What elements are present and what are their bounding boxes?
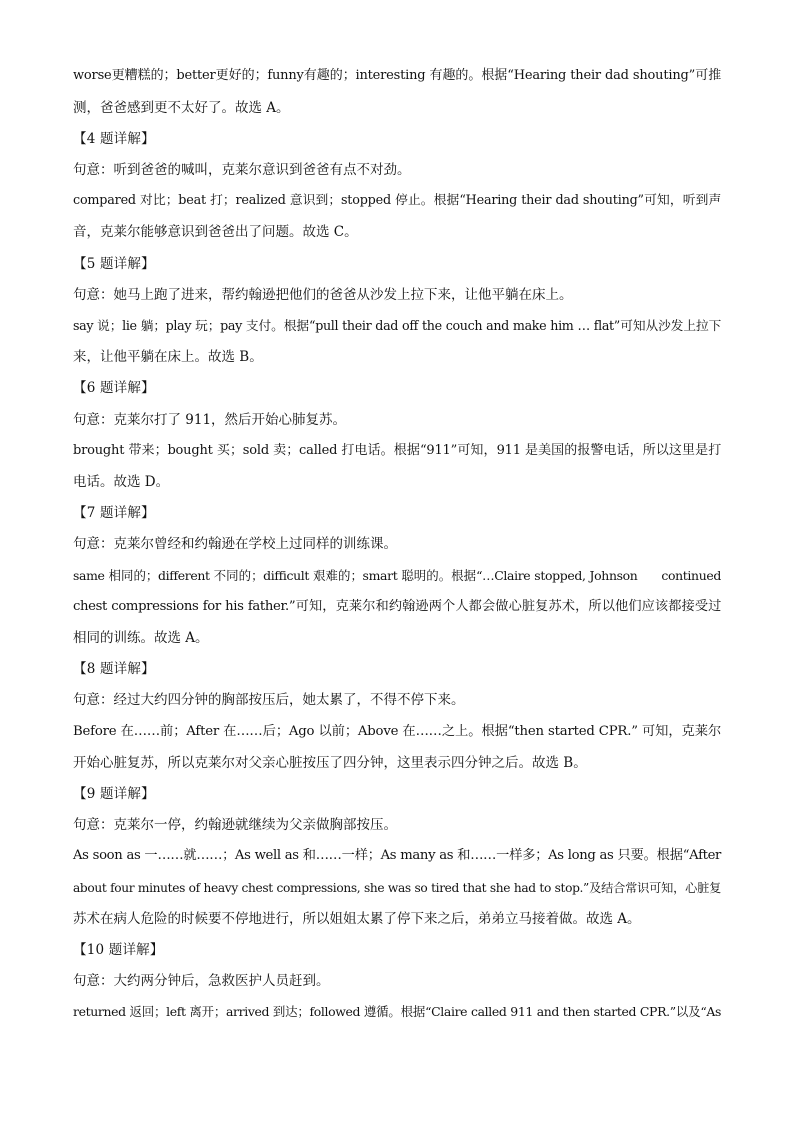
section-heading: 【7 题详解】	[73, 505, 155, 521]
sentence-meaning: 句意：听到爸爸的喊叫，克莱尔意识到爸爸有点不对劲。	[73, 162, 411, 178]
section-heading: 【10 题详解】	[73, 942, 164, 958]
section-heading: 【4 题详解】	[73, 131, 155, 147]
section-heading: 【9 题详解】	[73, 786, 155, 802]
paragraph-line: 电话。故选 D。	[73, 474, 170, 490]
paragraph-line: say 说；lie 躺；play 玩；pay 支付。根据“pull their dad off the couch and make him … flat”可知从沙发上拉下	[73, 318, 721, 333]
paragraph-line: 苏术在病人危险的时候要不停地进行，所以姐姐太累了停下来之后，弟弟立马接着做。故选 A。	[73, 911, 641, 927]
paragraph-line: compared 对比；beat 打；realized 意识到；stopped 停止。根据“Hearing their dad shouting”可知，听到声	[73, 193, 721, 208]
sentence-meaning: 句意：她马上跑了进来，帮约翰逊把他们的爸爸从沙发上拉下来，让他平躺在床上。	[73, 287, 573, 303]
paragraph-line: chest compressions for his father.”可知，克莱尔和约翰逊两个人都会做心脏复苏术，所以他们应该都接受过	[73, 599, 721, 614]
paragraph-line: about four minutes of heavy chest compressions, she was so tired that she had to stop.”及结合常识可知，心脏复	[73, 881, 721, 895]
paragraph-line: 来，让他平躺在床上。故选 B。	[73, 349, 263, 365]
sentence-meaning: 句意：经过大约四分钟的胸部按压后，她太累了，不得不停下来。	[73, 692, 465, 708]
paragraph-line: 相同的训练。故选 A。	[73, 630, 209, 646]
paragraph-line: same 相同的；different 不同的；difficult 艰难的；smart 聪明的。根据“…Claire stopped, Johnson continued	[73, 568, 721, 583]
sentence-meaning: 句意：克莱尔曾经和约翰逊在学校上过同样的训练课。	[73, 536, 397, 552]
paragraph-line: 音，克莱尔能够意识到爸爸出了问题。故选 C。	[73, 224, 358, 240]
sentence-meaning: 句意：大约两分钟后，急救医护人员赶到。	[73, 973, 330, 989]
paragraph-line: Before 在……前；After 在……后；Ago 以前；Above 在……之上。根据“then started CPR.” 可知，克莱尔	[73, 724, 721, 739]
paragraph-line: brought 带来；bought 买；sold 卖；called 打电话。根据“911”可知，911 是美国的报警电话，所以这里是打	[73, 443, 721, 458]
sentence-meaning: 句意：克莱尔一停，约翰逊就继续为父亲做胸部按压。	[73, 817, 397, 833]
section-heading: 【8 题详解】	[73, 661, 155, 677]
paragraph-line: returned 返回；left 离开；arrived 到达；followed 遵循。根据“Claire called 911 and then started CPR.”以及“As	[73, 1004, 721, 1019]
paragraph-line: 开始心脏复苏，所以克莱尔对父亲心脏按压了四分钟，这里表示四分钟之后。故选 B。	[73, 755, 587, 771]
paragraph-line: worse更糟糕的；better更好的；funny有趣的；interesting 有趣的。根据“Hearing their dad shouting”可推	[73, 68, 721, 83]
sentence-meaning: 句意：克莱尔打了 911，然后开始心肺复苏。	[73, 412, 347, 428]
section-heading: 【6 题详解】	[73, 380, 155, 396]
paragraph-line: 测，爸爸感到更不太好了。故选 A。	[73, 100, 290, 116]
paragraph-line: As soon as 一……就……；As well as 和……一样；As many as 和……一样多；As long as 只要。根据“After	[73, 848, 721, 863]
section-heading: 【5 题详解】	[73, 256, 155, 272]
